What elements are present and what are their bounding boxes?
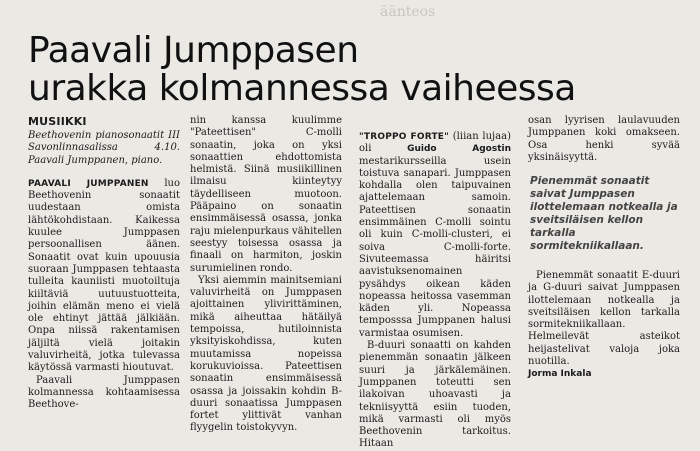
paragraph: nin kanssa kuulimme "Pateettisen" C-molli sonaatin, joka on yksi sonaattien ehdottomista helmistä. Siinä musiikillinen ilmaisu kiinteytyy täydelliseen muotoon. Pääpaino on sonaatin ensimmäisessä osassa, jonka raju mielenpurkaus vähitellen seestyy toisessa osassa ja finaali on harmiton, joskin surumielinen rondo.: [190, 115, 342, 274]
paragraph: Yksi aiemmin mainitsemiani valuvirheitä on Jumppasen ajoittainen ylivirittäminen, mikä aiheuttaa hätäilyä tempoissa, hutiloinnista yksityiskohdissa, kuten muutamissa nopeissa korukuvioissa. Pateettisen sonaatin ensimmäisessä osassa ja joissakin kohdin B-duuri sonaatissa Jumppasen fortet ylittivät vanhan flyygelin toistokyvyn.: [190, 274, 342, 434]
paragraph: B-duuri sonaatti on kahden pienemmän sonaatin jälkeen suuri ja järkälemäinen. Jumppanen toteutti sen ilakoivan uhoavasti ja tekniisyyttä esiin tuoden, mikä varmasti oli myös Beethovenin tarkoitus. Hitaan: [359, 340, 511, 450]
watermark-text: äänteos: [380, 4, 436, 20]
column-4-continued: [528, 270, 680, 381]
subhead-quote: "TROPPO FORTE": [359, 132, 450, 142]
paragraph: "TROPPO FORTE" (liian lujaa) oli Guido Agostin mestarikursseilla usein toistuva sanapari. Jumppasen kohdalla olen taipuvainen ajattelemaan samoin. Pateettisen sonaatin ensimmäinen C-molli sointu oli kuin C-molli-clusteri, ei soiva C-molli-forte. Sivuteemassa häiritsi aavistuksenomainen pysähdys oikean käden nopeassa heitossa vasemman käden yli. Nopeassa temposssa Jumppanen halusi varmistaa osumisen.: [359, 131, 511, 339]
headline-line-1: Paavali Jumppasen: [28, 30, 359, 71]
byline: Jorma Inkala: [528, 369, 592, 380]
paragraph-text: luo Beethovenin sonaatit uudestaan omista lähtökohdistaan. Kaikessa kuulee Jumppasen persoonallisen äänen. Sonaatit ovat kuin upouusia suoraan Jumppasen tehtaasta tulleita kauniisti muotoiltuja kiiltäviä uutuustuotteita, joihin elämän meno ei vielä ole ehtinyt jättää jälkiään. Onpa niissä rakentamisen jäljiltä vielä joitakin valuvirheitä, jotka tulevassa käytössä varmasti hioutuvat.: [28, 177, 180, 374]
headline-line-2: urakka kolmannessa vaiheessa: [28, 68, 576, 109]
column-3: [359, 131, 511, 451]
paragraph: [28, 178, 180, 375]
headline: [28, 32, 688, 108]
column-4: [528, 115, 680, 164]
lead-paragraph: Beethovenin pianosonaatit III Savonlinnasalissa 4.10. Paavali Jumppanen, piano.: [28, 130, 180, 166]
column-1: [28, 130, 180, 412]
paragraph: Paavali Jumppasen kolmannessa kohtaamisessa Beethove-: [28, 374, 180, 411]
section-label: MUSIIKKI: [28, 115, 87, 128]
paragraph: osan lyyrisen laulavuuden Jumppanen koki omakseen. Osa henki syvää yksinäisyyttä.: [528, 115, 680, 163]
paragraph: Pienemmät sonaatit E-duuri ja G-duuri saivat Jumppasen ilottelemaan notkealla ja sveitsiläisen kellon tarkalla sormitekniikallaan. Helmeilevät asteikot heijastelivat valoja joka nuotilla.: [528, 270, 680, 368]
pull-quote: Pienemmät sonaatit saivat Jumppasen ilottelemaan notkealla ja sveitsiläisen kellon tarkalla sormitekniikallaan.: [530, 175, 678, 252]
performer-name: PAAVALI JUMPPANEN: [28, 178, 149, 189]
teacher-name: Guido Agostin: [407, 144, 511, 155]
column-2: [190, 115, 342, 435]
